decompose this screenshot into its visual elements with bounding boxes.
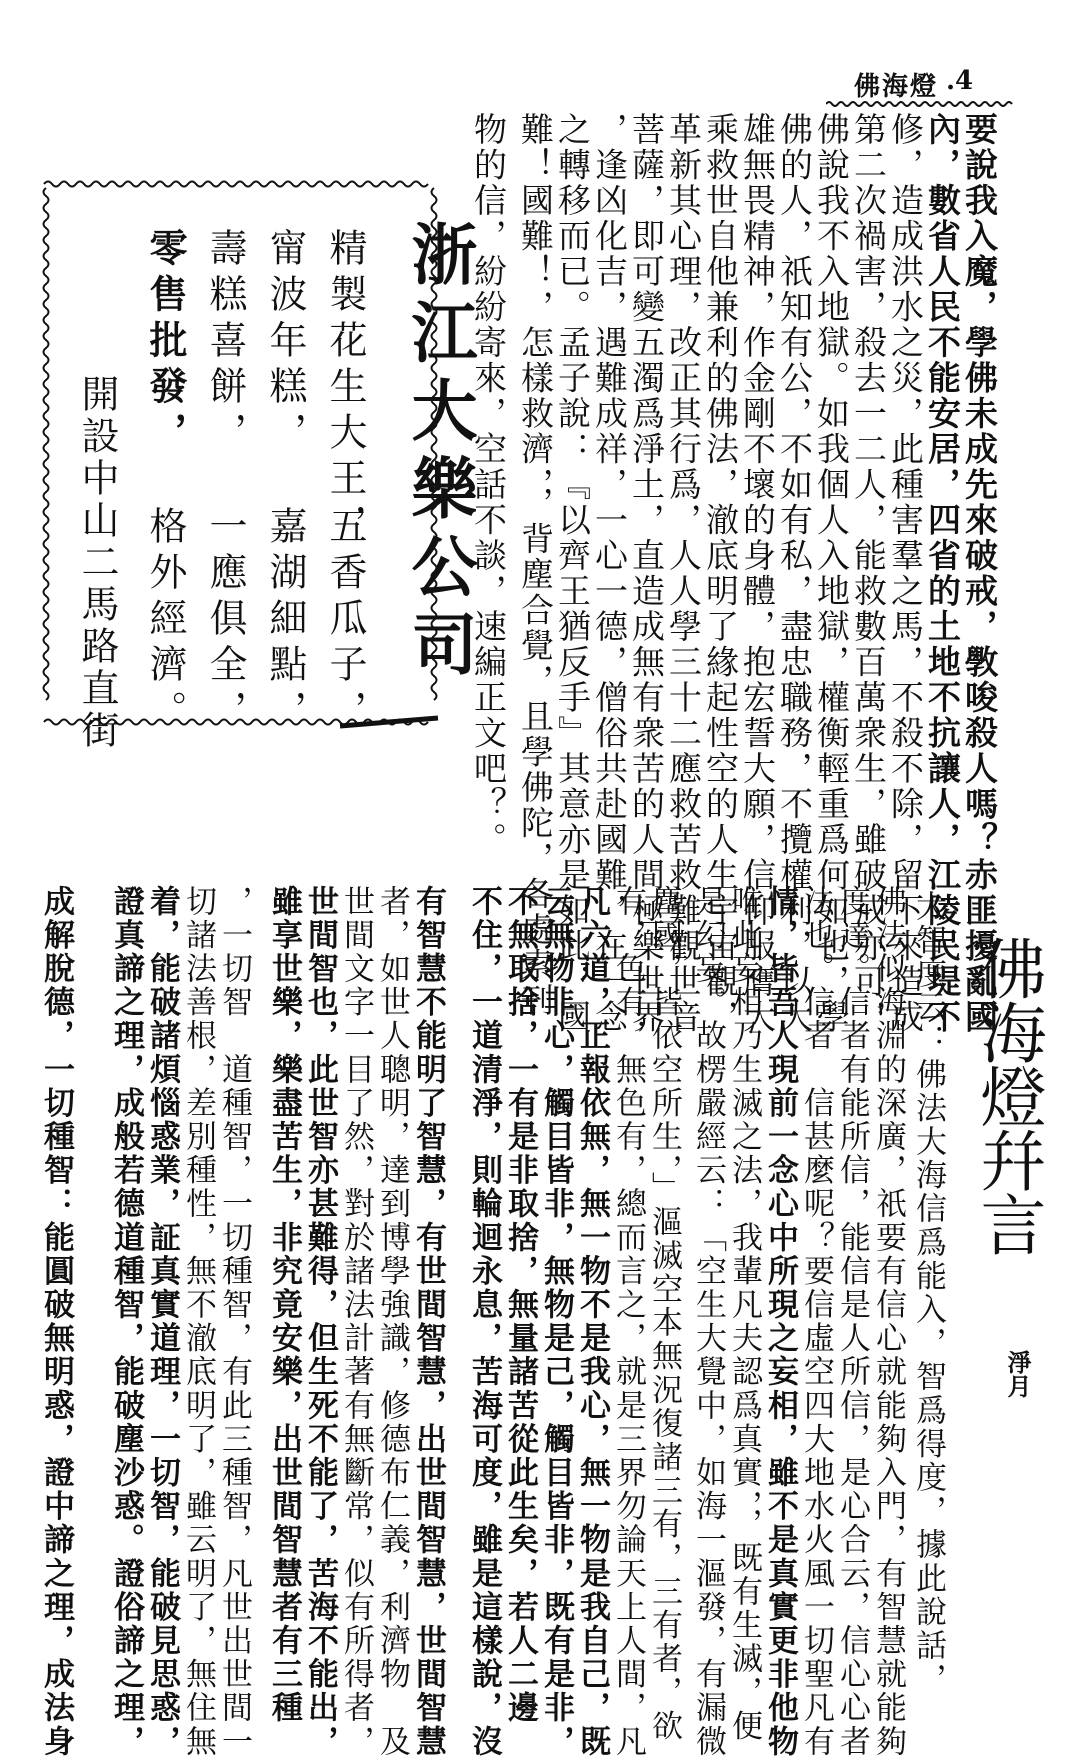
bottom-article-column: 世間智也，此世智亦甚難得，但生死不能了，苦海不能出， [302,885,338,1759]
bottom-article-column: 成解脫德，一切種智：能圓破無明惑，證中諦之理，成法身 [38,885,74,1759]
bottom-article-column: 着，能破諸煩惱惑業，証真實道理，一切智，能破見思惑， [144,885,180,1759]
bottom-article-column: 法也。信者 信甚麼呢？要信虛空四大地水火風一切聖凡有 [798,885,834,1759]
top-article-column: ，逢凶化吉，遇難成祥，一心一德，僧俗共赴國難，在一念 [590,112,629,1035]
bottom-article-column: 證真諦之理，成般若德道種智，能破塵沙惑。證俗諦之理， [108,885,144,1759]
ad-item: 格外經濟。 [143,506,187,736]
bottom-article-column: 切諸法善根，差別種性，無不澈底明了，雖云明了，無住無 [180,885,216,1759]
bottom-article-column: 有智慧不能明了智慧，有世間智慧，出世間智慧，世間智慧 [410,885,446,1759]
bottom-article-column: 佛法似海淵的深廣，祇要有信心就能夠入門，有智慧就能夠 [870,885,906,1759]
bottom-article-column: 雖享世樂，樂盡苦生，非究竟安樂，出世間智慧者有三種 [266,885,302,1725]
ad-item: 嘉湖細點， [263,506,307,736]
page-number: .4 [946,66,974,96]
ad-item: 一應俱全， [203,506,247,736]
ad-company-name: 浙江大樂公司 [400,220,478,688]
bottom-article-column: 情，皆吾人現前一念心中所現之妄相，雖不是真實更非他物 [762,885,798,1759]
ad-item: 精製花生大王， [323,228,367,550]
top-article-column: 菩薩，即可變五濁爲淨土，直造成無有衆苦的人間極樂世界 [627,112,666,1035]
top-article-column: 雄無畏精神，作金剛不壞的身體，抱宏誓大願，信仰服膺大 [738,112,777,1035]
top-article-column: 修，造成洪水之災，此種害羣之馬，不殺不除，留下來造成 [886,112,925,1035]
bottom-article-column: 有，色有，無色有，總而言之，就是三界勿論天上人間，凡 [610,885,646,1759]
bottom-article-column: 世間文字一目了然，對於諸法計著有無斷常，似有所得者， [338,885,374,1759]
top-article-column: 之轉移而已。孟子說：『以齊王猶反手』其意亦是如此，國 [553,112,592,1035]
top-article-column: 內，數省人民不能安居，四省的土地不抗讓人，江陵民堤不 [923,112,962,1035]
advertisement-box [40,178,478,752]
top-article-column: 乘救世自他兼利的佛法，澈底明了緣起性空的人生宇宙觀， [701,112,740,1035]
article-title: 佛海燈幷言 [969,935,1046,1255]
ad-item: 五香瓜子， [323,506,367,736]
bottom-article-column: 不住，一道清淨，則輪迴永息，苦海可度，雖是這樣說，沒 [466,885,502,1759]
bottom-article-column: 云無物非心，觸目皆非，無物是己，觸目皆非，既有是非， [538,885,574,1759]
bottom-article-column: 度達。信者有能所信，能信是人所信，是心合云，信心心者 [834,885,870,1759]
ad-item: 零售批發， [143,228,188,458]
bottom-article-column: 者，如世人聰明，達到博學強識，修德布仁義，利濟物 及 [374,885,410,1759]
bottom-article-column: 是幻妄。故楞嚴經云：「空生大覺中，如海一漚發，有漏微 [690,885,726,1759]
top-article-column: 難！國難！，怎樣救濟，，背塵合覺，且學佛陀，各處索刊 [516,112,555,1019]
top-article-column: 佛說我不入地獄。如我個人入地獄，權衡輕重爲何如也，學 [812,112,851,1035]
top-article-column: 佛的人，祇知有公，不如有私，盡忠職務，不攬權利，以大 [775,112,814,1035]
ad-item: 甯波年糕， [263,228,307,458]
bottom-article-column: 不無取捨，一有是非取捨，無量諸苦從此生矣，若人二邊 [502,885,538,1725]
ad-item: 壽糕喜餅， [203,228,247,458]
bottom-article-column: 凡六道，正報依無，無一物不是我心，無一物是我自己，既 [574,885,610,1759]
bottom-article-column: 唯此妄相乃生滅之法，我輩凡夫認爲真實，，既有生滅，便 [726,885,762,1744]
top-article-column: 物的信，紛紛寄來，空話不談，速編正文吧？。 [469,112,508,858]
publication-name: 佛海燈 [854,72,939,102]
bottom-article-column: 大智度云：佛法大海信爲能入，智爲得度，據此說話， [910,890,946,1697]
top-article-column: 第二次禍害，殺去一二人，能救數百萬衆生，雖破戒亦可， [849,112,888,1035]
ad-address: 開設中山二馬路直街 [75,374,119,752]
article-author: 淨月 [1003,1350,1032,1398]
bottom-article-column: 塵國，皆依空所生，」漚滅空本無況復諸三有，三有者，欲 [646,885,682,1744]
header-wavy-rule [826,100,1016,108]
top-article-column: 革新其心理，改正其行爲，人人學三十二應救苦救難觀世音 [664,112,703,1035]
bottom-article-column: ，一切智 道種智，一切種智，有此三種智，凡世出世間一 [216,885,252,1759]
top-article-column: 要說我入魔，學佛未成先來破戒，斆唆殺人嗎？赤匪擾亂國 [960,112,999,1035]
